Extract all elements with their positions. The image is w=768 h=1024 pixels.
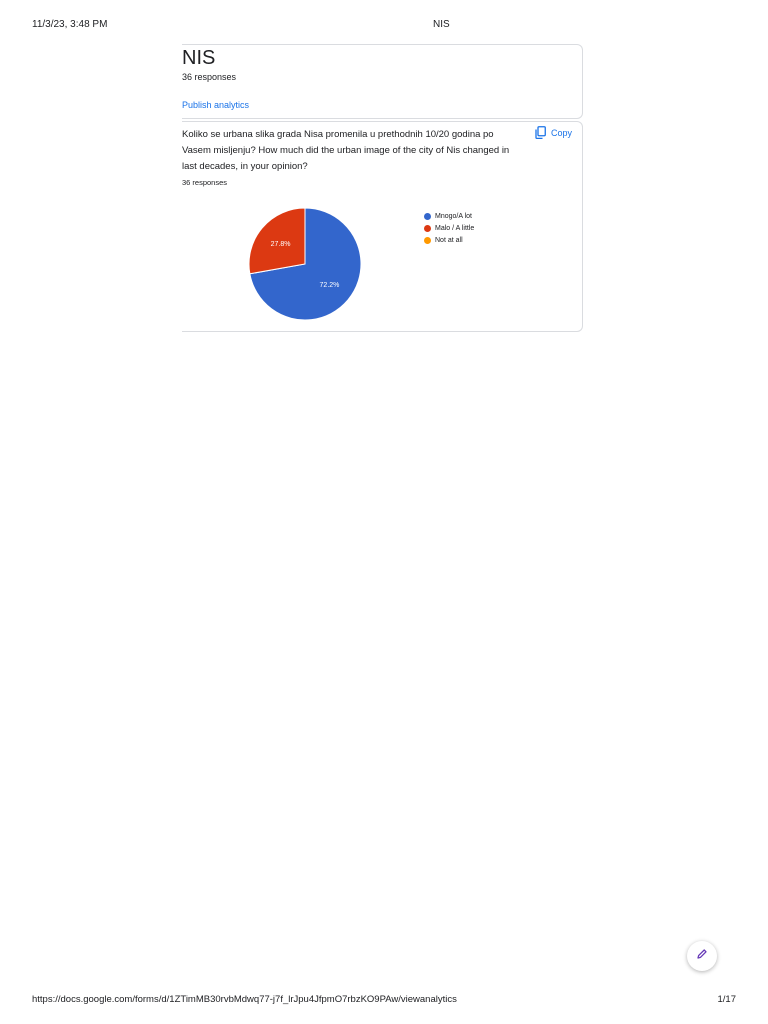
pie-slice-label: 72.2% — [319, 282, 340, 290]
print-title: NIS — [433, 19, 450, 30]
publish-analytics-link[interactable]: Publish analytics — [182, 100, 250, 110]
pie-slice-label: 27.8% — [270, 240, 291, 248]
form-title: NIS — [182, 47, 216, 69]
legend-item — [424, 234, 474, 246]
legend-item — [424, 222, 474, 234]
edit-button[interactable] — [687, 941, 717, 971]
pie-chart — [248, 207, 368, 327]
legend-item — [424, 210, 474, 222]
response-count: 36 responses — [182, 72, 237, 82]
form-summary-card — [182, 44, 583, 119]
copy-button[interactable] — [535, 126, 572, 139]
question-card — [182, 121, 583, 332]
question-text: Koliko se urbana slika grada Nisa promenila u prethodnih 10/20 godina po Vasem misljenju? How much did the urban image of the city of Nis changed in last decades, in your opinion? — [182, 129, 510, 172]
pencil-icon — [696, 947, 708, 965]
legend-swatch — [424, 225, 431, 232]
legend-label: Not at all — [435, 236, 463, 244]
print-page-number: 1/17 — [717, 994, 736, 1005]
chart-legend — [424, 210, 474, 246]
print-url: https://docs.google.com/forms/d/1ZTimMB30rvbMdwq77-j7f_lrJpu4JfpmO7rbzKO9PAw/viewanalytics — [32, 994, 457, 1005]
legend-label: Malo / A little — [435, 224, 475, 232]
legend-swatch — [424, 213, 431, 220]
legend-label: Mnogo/A lot — [435, 212, 472, 220]
print-datetime: 11/3/23, 3:48 PM — [32, 19, 108, 30]
copy-icon — [535, 126, 546, 139]
question-response-count: 36 responses — [182, 178, 228, 187]
legend-swatch — [424, 237, 431, 244]
copy-label: Copy — [550, 127, 572, 138]
